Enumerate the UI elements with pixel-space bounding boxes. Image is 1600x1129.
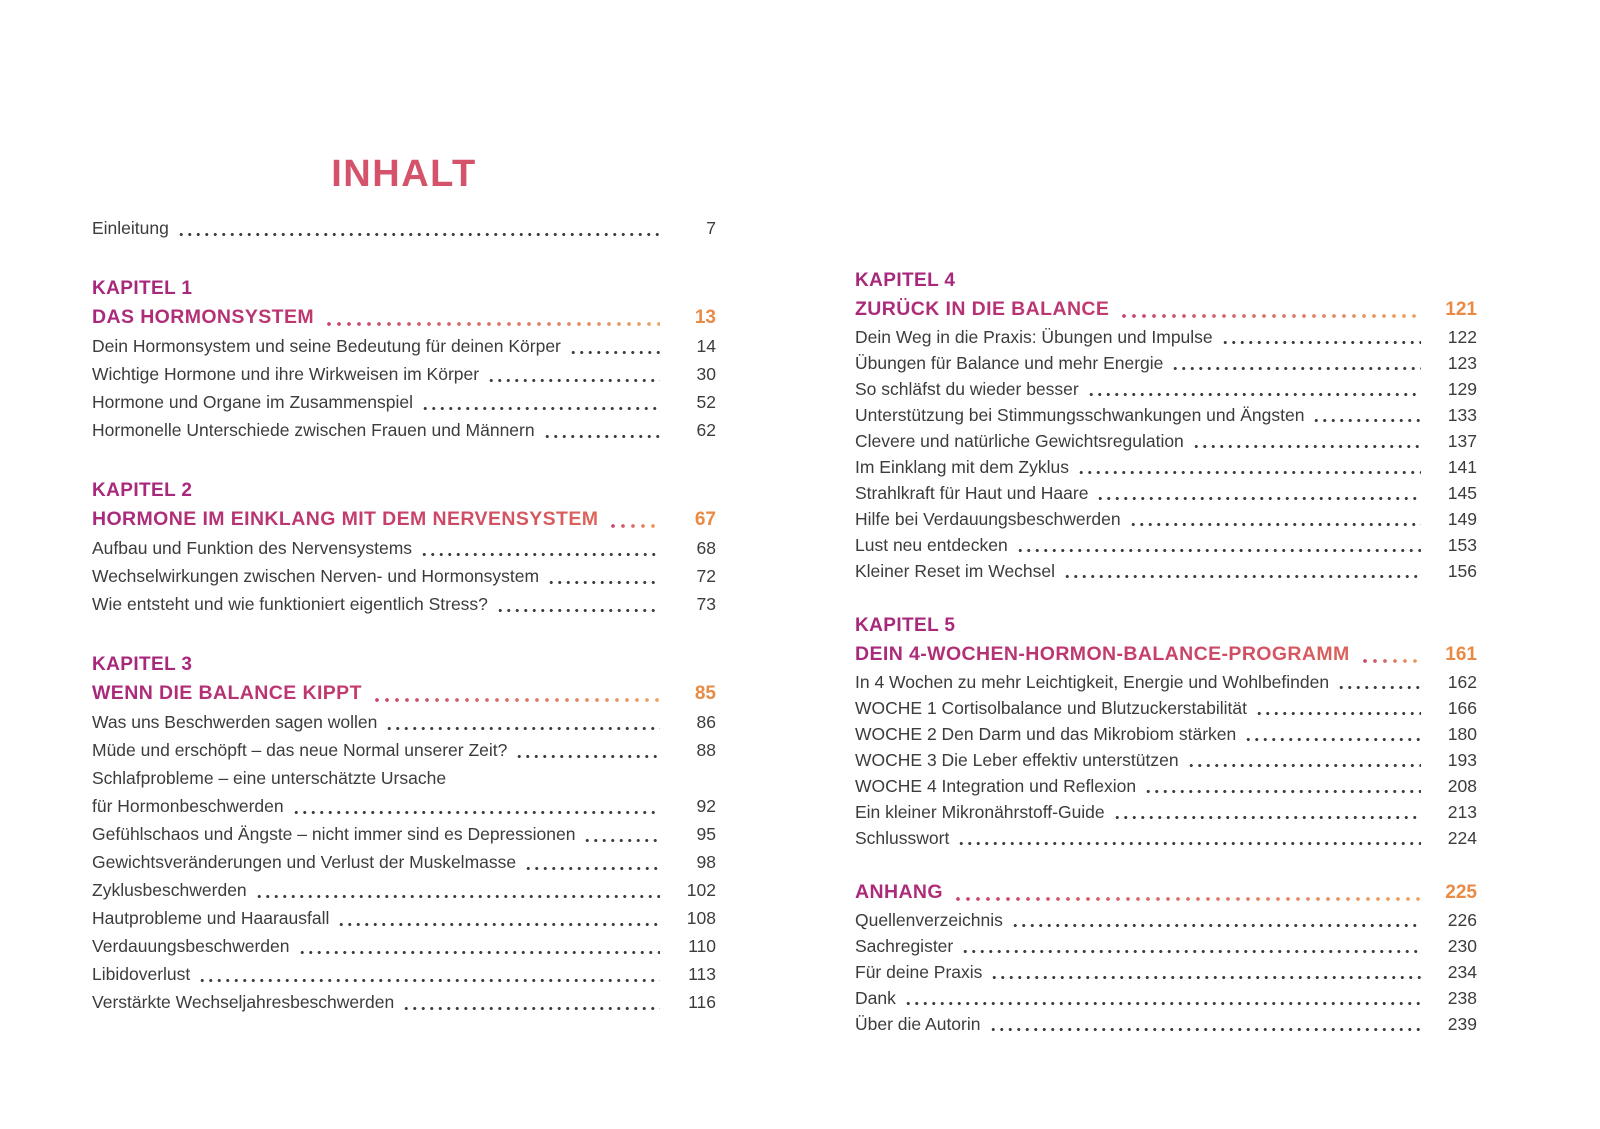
toc-entry <box>855 747 1477 773</box>
chapter-kapitel-label: KAPITEL 1 <box>92 278 193 299</box>
dot-leader <box>515 754 660 759</box>
entry-label: Kleiner Reset im Wechsel <box>855 561 1056 581</box>
entry-page-number: 98 <box>696 852 716 872</box>
chapter-block <box>855 611 1477 851</box>
toc-entry <box>855 695 1477 721</box>
entry-label: Unterstützung bei Stimmungsschwankungen und Ängsten <box>855 405 1305 425</box>
toc-entry <box>92 736 716 764</box>
chapter-title-row <box>855 295 1477 324</box>
dot-leader <box>198 978 660 983</box>
chapter-title-row <box>92 303 716 332</box>
dot-leader <box>337 922 660 927</box>
toc-entry <box>855 985 1477 1011</box>
entry-page-number: 110 <box>688 936 716 956</box>
entry-page-number: 123 <box>1447 353 1477 373</box>
toc-entry-einleitung <box>92 214 716 242</box>
dot-leader <box>292 810 660 815</box>
entry-label: WOCHE 1 Cortisolbalance und Blutzuckerstabilität <box>855 698 1247 718</box>
dot-leader <box>989 1027 1422 1032</box>
entry-page-number: 14 <box>696 336 716 356</box>
entry-label: Sachregister <box>855 936 954 956</box>
entry-label: Verstärkte Wechseljahresbeschwerden <box>92 992 395 1012</box>
dot-leader <box>402 1006 660 1011</box>
chapter-dot-leader <box>1119 313 1421 319</box>
chapter-title-row <box>92 679 716 708</box>
entry-label: Hilfe bei Verdauungsbeschwerden <box>855 509 1121 529</box>
toc-entry <box>855 324 1477 350</box>
entry-label: Aufbau und Funktion des Nervensystems <box>92 538 413 558</box>
dot-leader <box>1063 574 1421 579</box>
dot-leader <box>524 866 660 871</box>
toc-entry <box>92 988 716 1016</box>
entry-label: Clevere und natürliche Gewichtsregulation <box>855 431 1184 451</box>
page-title: INHALT <box>331 153 477 196</box>
left-chapters-container <box>92 274 716 1016</box>
dot-leader <box>177 232 660 237</box>
entry-label: WOCHE 2 Den Darm und das Mikrobiom stärken <box>855 724 1237 744</box>
toc-column-left <box>92 214 716 1016</box>
chapter-kapitel-label: KAPITEL 2 <box>92 480 193 501</box>
toc-entry <box>855 799 1477 825</box>
entry-page-number: 133 <box>1447 405 1477 425</box>
chapter-title-row <box>92 505 716 534</box>
toc-entry <box>855 933 1477 959</box>
entry-page-number: 86 <box>696 712 716 732</box>
dot-leader <box>1129 522 1421 527</box>
dot-leader <box>1113 815 1421 820</box>
toc-entry <box>855 669 1477 695</box>
entry-page-number: 30 <box>696 364 716 384</box>
toc-entry <box>92 388 716 416</box>
entry-label: Verdauungsbeschwerden <box>92 936 290 956</box>
entry-label: Einleitung <box>92 218 169 238</box>
dot-leader <box>1192 444 1421 449</box>
chapter-page-number: 67 <box>694 509 716 530</box>
entry-label: Dein Hormonsystem und seine Bedeutung für deinen Körper <box>92 336 561 356</box>
entry-page-number: 226 <box>1447 910 1477 930</box>
entry-label: Was uns Beschwerden sagen wollen <box>92 712 378 732</box>
entry-page-number: 72 <box>696 566 716 586</box>
entry-page-number: 156 <box>1447 561 1477 581</box>
chapter-title: ANHANG <box>855 878 943 907</box>
toc-entry <box>855 1011 1477 1037</box>
chapter-title: DAS HORMONSYSTEM <box>92 303 314 332</box>
entry-label: Dank <box>855 988 896 1008</box>
entry-page-number: 95 <box>696 824 716 844</box>
entry-page-number: 141 <box>1447 457 1477 477</box>
entry-page-number: 234 <box>1447 962 1477 982</box>
dot-leader <box>420 552 660 557</box>
chapter-page-number: 161 <box>1445 644 1477 665</box>
chapter-kapitel-label: KAPITEL 3 <box>92 654 193 675</box>
chapter-page-number: 13 <box>694 307 716 328</box>
entry-page-number: 145 <box>1447 483 1477 503</box>
chapter-title-row <box>855 878 1477 907</box>
entry-label: Wechselwirkungen zwischen Nerven- und Hormonsystem <box>92 566 540 586</box>
entry-page-number: 88 <box>696 740 716 760</box>
toc-entry <box>855 825 1477 851</box>
toc-entry <box>855 506 1477 532</box>
chapter-page-number: 121 <box>1445 299 1477 320</box>
chapter-dot-leader <box>608 523 660 529</box>
chapter-block <box>855 878 1477 1037</box>
entry-label: für Hormonbeschwerden <box>92 796 284 816</box>
dot-leader <box>961 949 1421 954</box>
toc-entry <box>92 904 716 932</box>
chapter-dot-leader <box>324 321 660 327</box>
entry-page-number: 102 <box>686 880 716 900</box>
entry-label: WOCHE 4 Integration und Reflexion <box>855 776 1137 796</box>
chapter-dot-leader <box>953 896 1421 902</box>
dot-leader <box>1312 418 1421 423</box>
entry-label: Wichtige Hormone und ihre Wirkweisen im Körper <box>92 364 480 384</box>
toc-entry <box>92 332 716 360</box>
entry-label: Über die Autorin <box>855 1014 981 1034</box>
toc-entry <box>92 708 716 736</box>
dot-leader <box>957 841 1421 846</box>
toc-entry <box>855 907 1477 933</box>
entry-page-number: 92 <box>696 796 716 816</box>
entry-page-number: 180 <box>1447 724 1477 744</box>
entry-label: Müde und erschöpft – das neue Normal unserer Zeit? <box>92 740 508 760</box>
dot-leader <box>1077 470 1421 475</box>
dot-leader <box>487 378 660 383</box>
entry-label: Hormone und Organe im Zusammenspiel <box>92 392 413 412</box>
entry-label: So schläfst du wieder besser <box>855 379 1079 399</box>
chapter-title: HORMONE IM EINKLANG MIT DEM NERVENSYSTEM <box>92 505 598 534</box>
dot-leader <box>547 580 660 585</box>
chapter-title: WENN DIE BALANCE KIPPT <box>92 679 362 708</box>
toc-entry <box>855 558 1477 584</box>
entry-label: Strahlkraft für Haut und Haare <box>855 483 1089 503</box>
entry-label: Für deine Praxis <box>855 962 983 982</box>
entry-page-number: 149 <box>1447 509 1477 529</box>
toc-entry <box>855 350 1477 376</box>
toc-entry <box>855 721 1477 747</box>
chapter-page-number: 225 <box>1445 882 1477 903</box>
entry-page-number: 230 <box>1447 936 1477 956</box>
toc-entry <box>855 376 1477 402</box>
dot-leader <box>990 975 1421 980</box>
dot-leader <box>1096 496 1421 501</box>
toc-entry <box>855 428 1477 454</box>
entry-page-number: 193 <box>1447 750 1477 770</box>
toc-entry <box>855 402 1477 428</box>
chapter-title: ZURÜCK IN DIE BALANCE <box>855 295 1109 324</box>
dot-leader <box>1011 923 1421 928</box>
entry-page-number: 208 <box>1447 776 1477 796</box>
entry-label: Libidoverlust <box>92 964 191 984</box>
dot-leader <box>1171 366 1421 371</box>
dot-leader <box>1255 711 1421 716</box>
toc-entry <box>92 848 716 876</box>
dot-leader <box>421 406 660 411</box>
dot-leader <box>1187 763 1421 768</box>
entry-page-number: 129 <box>1447 379 1477 399</box>
entry-label: Schlusswort <box>855 828 950 848</box>
entry-page-number: 52 <box>696 392 716 412</box>
dot-leader <box>904 1001 1421 1006</box>
entry-page-number: 7 <box>706 218 716 238</box>
entry-label: Lust neu entdecken <box>855 535 1008 555</box>
toc-entry <box>92 960 716 988</box>
entry-label: Hormonelle Unterschiede zwischen Frauen und Männern <box>92 420 535 440</box>
entry-label: Schlafprobleme – eine unterschätzte Ursache <box>92 768 447 788</box>
chapter-block <box>855 266 1477 584</box>
toc-entry <box>92 876 716 904</box>
toc-entry <box>855 532 1477 558</box>
chapter-block <box>92 274 716 444</box>
entry-label: Im Einklang mit dem Zyklus <box>855 457 1069 477</box>
chapter-page-number: 85 <box>694 683 716 704</box>
chapter-block <box>92 476 716 618</box>
toc-entry <box>92 360 716 388</box>
entry-page-number: 213 <box>1447 802 1477 822</box>
toc-entry <box>855 773 1477 799</box>
dot-leader <box>1337 685 1421 690</box>
entry-page-number: 108 <box>686 908 716 928</box>
entry-label: Wie entsteht und wie funktioniert eigentlich Stress? <box>92 594 488 614</box>
entry-label: Zyklusbeschwerden <box>92 880 247 900</box>
toc-entry <box>92 792 716 820</box>
chapter-kapitel-label: KAPITEL 5 <box>855 615 956 636</box>
toc-entry <box>92 932 716 960</box>
entry-page-number: 224 <box>1447 828 1477 848</box>
toc-column-right <box>855 266 1477 1037</box>
entry-page-number: 153 <box>1447 535 1477 555</box>
entry-page-number: 113 <box>688 964 716 984</box>
chapter-block <box>92 650 716 1016</box>
dot-leader <box>1221 340 1421 345</box>
chapter-kapitel-label: KAPITEL 4 <box>855 270 956 291</box>
entry-label: Gefühlschaos und Ängste – nicht immer sind es Depressionen <box>92 824 576 844</box>
toc-entry <box>92 534 716 562</box>
toc-entry <box>92 820 716 848</box>
toc-entry <box>92 764 716 792</box>
toc-entry <box>855 959 1477 985</box>
dot-leader <box>1144 789 1421 794</box>
dot-leader <box>496 608 660 613</box>
chapter-title: DEIN 4-WOCHEN-HORMON-BALANCE-PROGRAMM <box>855 640 1350 669</box>
entry-label: In 4 Wochen zu mehr Leichtigkeit, Energie und Wohlbefinden <box>855 672 1330 692</box>
toc-entry <box>855 480 1477 506</box>
entry-label: WOCHE 3 Die Leber effektiv unterstützen <box>855 750 1179 770</box>
entry-label: Ein kleiner Mikronährstoff-Guide <box>855 802 1105 822</box>
dot-leader <box>1016 548 1421 553</box>
dot-leader <box>569 350 660 355</box>
entry-page-number: 116 <box>688 992 716 1012</box>
entry-page-number: 239 <box>1447 1014 1477 1034</box>
dot-leader <box>255 894 660 899</box>
entry-page-number: 68 <box>696 538 716 558</box>
entry-page-number: 62 <box>696 420 716 440</box>
entry-page-number: 166 <box>1447 698 1477 718</box>
chapter-dot-leader <box>1360 658 1421 664</box>
dot-leader <box>583 838 660 843</box>
entry-page-number: 162 <box>1447 672 1477 692</box>
entry-page-number: 73 <box>696 594 716 614</box>
entry-label: Dein Weg in die Praxis: Übungen und Impulse <box>855 327 1213 347</box>
entry-label: Gewichtsveränderungen und Verlust der Muskelmasse <box>92 852 517 872</box>
chapter-title-row <box>855 640 1477 669</box>
entry-label: Übungen für Balance und mehr Energie <box>855 353 1164 373</box>
dot-leader <box>298 950 660 955</box>
entry-label: Hautprobleme und Haarausfall <box>92 908 330 928</box>
toc-entry <box>92 590 716 618</box>
entry-page-number: 122 <box>1447 327 1477 347</box>
chapter-dot-leader <box>372 697 660 703</box>
right-chapters-container <box>855 266 1477 1037</box>
dot-leader <box>1087 392 1421 397</box>
dot-leader <box>385 726 660 731</box>
dot-leader <box>543 434 660 439</box>
entry-page-number: 137 <box>1447 431 1477 451</box>
entry-page-number: 238 <box>1447 988 1477 1008</box>
toc-entry <box>855 454 1477 480</box>
entry-label: Quellenverzeichnis <box>855 910 1003 930</box>
toc-entry <box>92 416 716 444</box>
dot-leader <box>1244 737 1421 742</box>
toc-entry <box>92 562 716 590</box>
